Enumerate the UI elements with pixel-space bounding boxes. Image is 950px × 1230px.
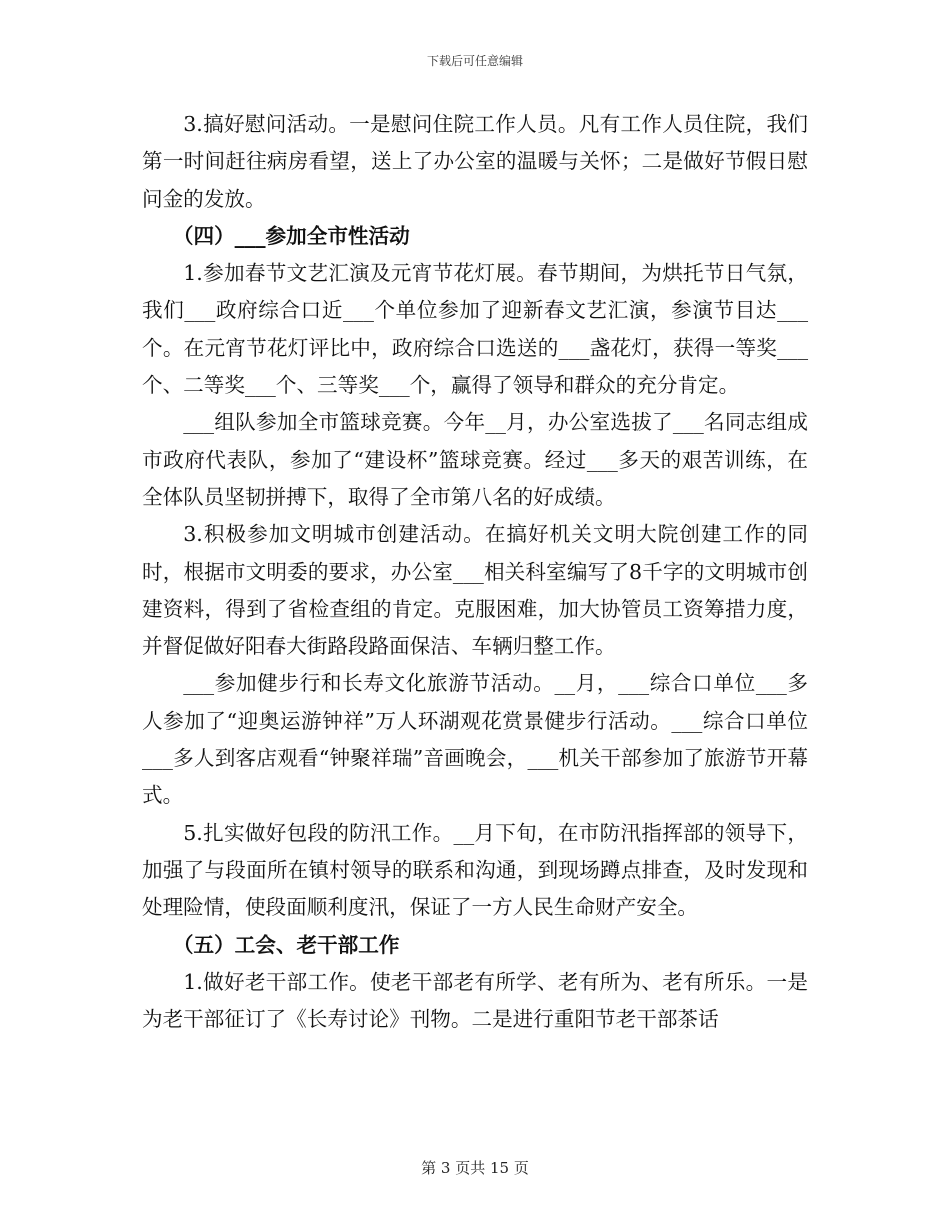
paragraph-spring-festival: 1.参加春节文艺汇演及元宵节花灯展。春节期间，为烘托节日气氛，我们___政府综合口近___个单位参加了迎新春文艺汇演，参演节目达___个。在元宵节花灯评比中，政府综合口选送的___盏花灯，获得一等奖___个、二等奖___个、三等奖___个，赢得了领导和群众的充分肯定。 [142,261,808,398]
paragraph-condolence: 3.搞好慰问活动。一是慰问住院工作人员。凡有工作人员住院，我们第一时间赶往病房看望，送上了办公室的温暖与关怀；二是做好节假日慰问金的发放。 [142,112,808,211]
page-header: 下载后可任意编辑 [426,54,523,68]
document-body [142,106,808,1038]
paragraph-flood-control: 5.扎实做好包段的防汛工作。__月下旬，在市防汛指挥部的领导下，加强了与段面所在镇村领导的联系和沟通，到现场蹲点排查，及时发现和处理险情，使段面顺利度汛，保证了一方人民生命财产安全。 [142,820,808,920]
paragraph-civilized-city: 3.积极参加文明城市创建活动。在搞好机关文明大院创建工作的同时，根据市文明委的要求，办公室___相关科室编写了8千字的文明城市创建资料，得到了省检查组的肯定。克服困难，加大协管员工资筹措力度，并督促做好阳春大街路段路面保洁、车辆归整工作。 [142,522,808,659]
section-heading-5: （五）工会、老干部工作 [172,932,400,957]
section-heading-4: （四）___参加全市性活动 [172,223,410,248]
paragraph-basketball: ___组队参加全市篮球竞赛。今年__月，办公室选拔了___名同志组成市政府代表队，参加了“建设杯”篮球竞赛。经过___多天的艰苦训练，在全体队员坚韧拼搏下，取得了全市第八名的好成绩。 [142,410,808,509]
paragraph-walking-festival: ___参加健步行和长寿文化旅游节活动。__月，___综合口单位___多人参加了“迎奥运游钟祥”万人环湖观花赏景健步行活动。___综合口单位___多人到客店观看“钟聚祥瑞”音画晚会，___机关干部参加了旅游节开幕式。 [142,671,808,808]
paragraph-retired-cadres: 1.做好老干部工作。使老干部老有所学、老有所为、老有所乐。一是为老干部征订了《长寿讨论》刊物。二是进行重阳节老干部茶话 [142,969,808,1032]
page-number: 第 3 页共 15 页 [421,1159,529,1177]
